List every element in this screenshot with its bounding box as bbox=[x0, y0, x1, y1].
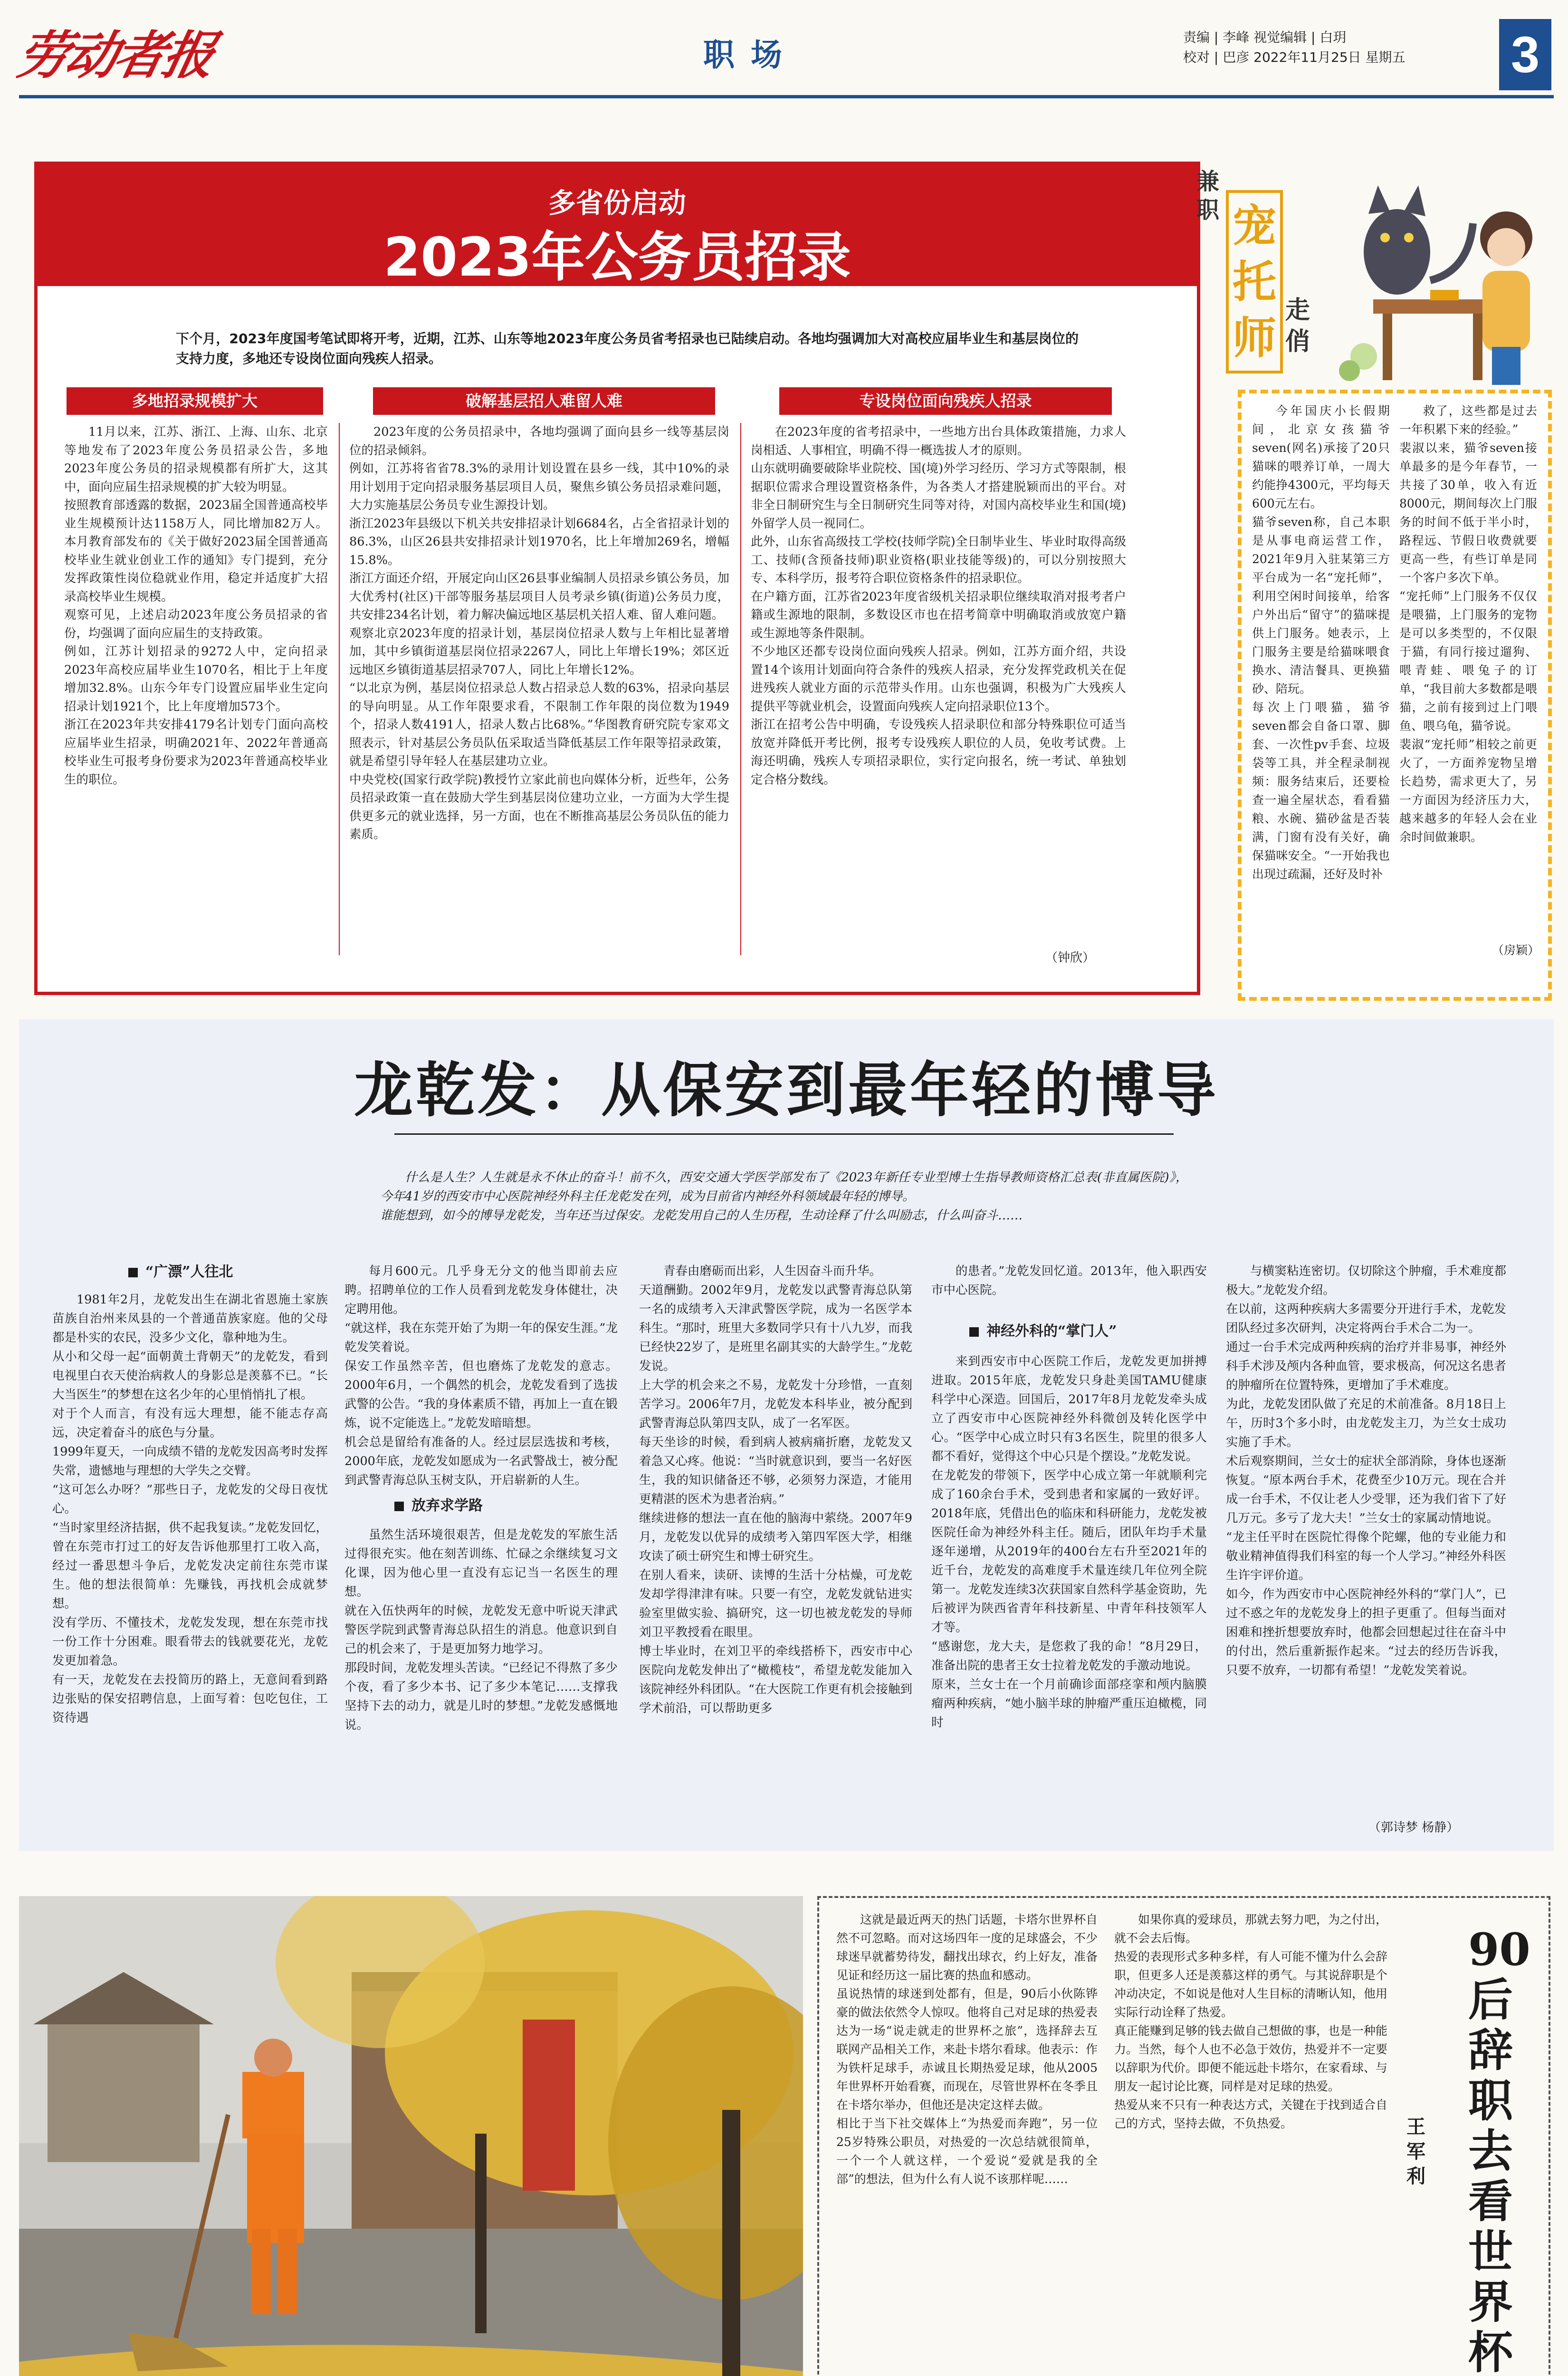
civil-service-kicker: 多省份启动 bbox=[548, 187, 686, 219]
essay-column-1: 这就是最近两天的热门话题，卡塔尔世界杯自然不可忽略。而对这场四年一度的足球盛会，不少球迷早就蓄势待发，翻找出球衣，约上好友，准备见证和经历这一届比赛的热血和感动。 虽说热情的球迷到处都有，但是，90后小伙陈铧豪的做法依然令人惊叹。他将自己对足球的热爱表达为一场“说走就走的世界杯之旅”，选择辞去互联网产品相关工作，来赴卡塔尔看球。他表示：作为铁杆足球手，赤诚且长期热爱足球，他从2005年世界杯开始看赛，而现在，尽管世界杯在冬季且在卡塔尔举办，但他还是决定这样去做。 相比于当下社交媒体上“为热爱而奔跑”，另一位25岁特殊公职员，对热爱的一次总结就很简单，一个一个人就这样，一个爱说“爱就是我的全部”的想法，但为什么有人说不该那样呢…… bbox=[836, 1913, 1098, 2186]
title-underline bbox=[394, 1133, 1174, 1135]
portrait-section-heading-text: 放弃求学路 bbox=[411, 1497, 483, 1514]
section-marker-icon bbox=[969, 1327, 979, 1337]
civil-service-lead: 下个月，2023年度国考笔试即将开考，近期，江苏、山东等地2023年度公务员省考招录也已陆续启动。各地均强调加大对高校应届毕业生和基层岗位的支持力度，多地还专设岗位面向残疾人招录。 bbox=[176, 331, 1079, 366]
portrait-section-heading bbox=[128, 1262, 233, 1283]
portrait-column-3: 青春由磨砺而出彩，人生因奋斗而升华。 天道酬勤。2002年9月，龙乾发以武警青海总队第一名的成绩考入天津武警医学院，成为一名医学本科生。“那时，班里大多数同学只有十八九岁，而我已经快22岁了，是班里名副其实的大龄学生。”龙乾发说。 上大学的机会来之不易，龙乾发十分珍惜，一直刻苦学习。2006年7月，龙乾发本科毕业，被分配到武警青海总队第四支队，成了一名军医。 每天坐诊的时候，看到病人被病痛折磨，龙乾发又着急又心疼。他说：“当时就意识到，要当一名好医生，我的知识储备还不够，必须努力深造，才能用更精湛的医术为患者治病。” 继续进修的想法一直在他的脑海中萦绕。2007年9月，龙乾发以优异的成绩考入第四军医大学，相继攻读了硕士研究生和博士研究生。 在别人看来，读研、读博的生活十分枯燥，可龙乾发却学得津津有味。只要一有空，龙乾发就钻进实验室里做实验、搞研究，这一切也被龙乾发的导师刘卫平教授看在眼里。 博士毕业时，在刘卫平的牵线搭桥下，西安市中心医院向龙乾发伸出了“橄榄枝”，希望龙乾发能加入该院神经外科团队。“在大医院工作更有机会接触到学术前沿，可以帮助更多 bbox=[639, 1264, 912, 1715]
civil-service-column-1: 11月以来，江苏、浙江、上海、山东、北京等地发布了2023年度公务员招录公告，多地2023年度公务员的招录规模都有所扩大，这其中，面向应届生招录规模的扩大较为明显。 按照教育部透露的数据，2023届全国普通高校毕业生规模预计达1158万人，同比增加82万人。本月教育部发布的《关于做好2023届全国普通高校毕业生就业创业工作的通知》专门提到，充分发挥政策性岗位稳就业作用，稳定并适度扩大招录高校毕业生规模。 观察可见，上述启动2023年度公务员招录的省份，均强调了面向应届生的支持政策。 例如，江苏计划招录的9272人中，定向招录2023年高校应届毕业生1070名，相比于上年度增加32.8%。山东今年专门设置应届毕业生定向招录计划1921个，比上年度增加573个。 浙江在2023年共安排4179名计划专门面向高校应届毕业生招录，明确2021年、2022年普通高校毕业生可报考身份要求为2023年普通高校毕业生的职位。 bbox=[64, 425, 328, 787]
portrait-column-4: 的患者。”龙乾发回忆道。2013年，他入职西安市中心医院。 bbox=[931, 1264, 1207, 1297]
pet-sitter-column-left: 今年国庆小长假期间，北京女孩猫爷seven(网名)承接了20只猫咪的喂养订单，一周大约能挣4300元，平均每天600元左右。 猫爷seven称，自己本职是从事电商运营工作，2021年9月入驻某第三方平台成为一名“宠托师”，利用空闲时间接单，给客户外出后“留守”的猫咪提供上门服务。她表示，上门服务主要是给猫咪喂食换水、清洁餐具、更换猫砂、陪玩。 每次上门喂猫，猫爷seven都会自备口罩、脚套、一次性pv手套、垃圾袋等工具，并全程录制视频：服务结束后，还要检查一遍全屋状态，看看猫粮、水碗、猫砂盆是否装满，门窗有没有关好，确保猫咪安全。“一开始我也出现过疏漏，还好及时补 bbox=[1252, 404, 1390, 881]
portrait-column-2: 每月600元。几乎身无分文的他当即前去应聘。招聘单位的工作人员看到龙乾发身体健壮，决定聘用他。 “就这样，我在东莞开始了为期一年的保安生涯。”龙乾发笑着说。 保安工作虽然辛苦，但也磨炼了龙乾发的意志。2000年6月，一个偶然的机会，龙乾发看到了选拔武警的公告。“我的身体素质不错，再加上一直在锻炼，说不定能选上。”龙乾发暗暗想。 机会总是留给有准备的人。经过层层选拔和考核，2000年底，龙乾发如愿成为一名武警战士，被分配到武警青海总队玉树支队，开启崭新的人生。 bbox=[344, 1264, 618, 1487]
civil-service-column-3: 在2023年度的省考招录中，一些地方出台具体政策措施，力求人岗相适、人事相宜，明确不得一概选拔人才的原则。 山东就明确要破除毕业院校、国(境)外学习经历、学习方式等限制，根据职位需求合理设置资格条件，为各类人才搭建脱颖而出的平台。对非全日制研究生与全日制研究生同等对待，对国内高校毕业生和国(境)外留学人员一视同仁。 此外，山东省高级技工学校(技师学院)全日制毕业生、毕业时取得高级工、技师(含预备技师)职业资格(职业技能等级)的，可以分别按照大专、本科学历，报考符合职位资格条件的招录职位。 在户籍方面，江苏省2023年度省级机关招录职位继续取消对报考者户籍或生源地的限制，多数设区市也在招考简章中明确取消或放宽户籍或生源地等条件限制。 不少地区还都专设岗位面向残疾人招录。例如，江苏方面介绍，共设置14个该用计划面向符合条件的残疾人招录，充分发挥党政机关在促进残疾人就业方面的示范带头作用。山东也强调，积极为广大残疾人提供平等就业机会，设置面向残疾人定向招录职位13个。 浙江在招考公告中明确，专设残疾人招录职位和部分特殊职位可适当放宽并降低开考比例，报考专设残疾人职位的人员，免收考试费。上海还明确，残疾人专项招录职位，实行定向报名，统一考试、单独划定合格分数线。 bbox=[751, 425, 1126, 787]
editors-line-2: 校对 | 巴彦 2022年11月25日 星期五 bbox=[1183, 49, 1405, 65]
pet-sitter-illustration bbox=[1311, 157, 1549, 390]
civil-service-section-heading: 多地招录规模扩大 bbox=[67, 387, 323, 415]
portrait-lead: 什么是人生？人生就是永不休止的奋斗！前不久，西安交通大学医学部发布了《2023年新任专业型博士生指导教师资格汇总表(非直属医院)》，今年41岁的西安市中心医院神经外科主任龙乾发在列，成为目前省内神经外科领域最年轻的博导。 谁能想到，如今的博导龙乾发，当年还当过保安。龙乾发用自己的人生历程，生动诠释了什么叫励志，什么叫奋斗…… bbox=[380, 1170, 1188, 1223]
column-divider bbox=[339, 423, 340, 955]
essay-title: 90后辞职去看世界杯 bbox=[1468, 1924, 1530, 2376]
portrait-byline: （郭诗梦 杨静） bbox=[1368, 1820, 1459, 1835]
column-kicker: 兼职 bbox=[1196, 168, 1220, 223]
essay-column-2: 如果你真的爱球员，那就去努力吧，为之付出，就不会去后悔。 热爱的表现形式多种多样，有人可能不懂为什么会辞职，但更多人还是羡慕这样的勇气。与其说辞职是个冲动决定，不如说是他对人生目标的清晰认知，他用实际行动诠释了热爱。 真正能赚到足够的钱去做自己想做的事，也是一种能力。当然，每个人也不必急于效仿，热爱并不一定要以辞职为代价。即便不能远赴卡塔尔，在家看球、与朋友一起讨论比赛，同样是对足球的热爱。 热爱从来不只有一种表达方式，关键在于找到适合自己的方式，坚持去做，不负热爱。 bbox=[1114, 1913, 1388, 2130]
portrait-column-1: 1981年2月，龙乾发出生在湖北省恩施土家族苗族自治州来凤县的一个普通苗族家庭。他的父母都是朴实的农民，没多少文化，靠种地为生。 从小和父母一起“面朝黄土背朝天”的龙乾发，看到电视里白衣天使治病救人的身影总是羡慕不已。“长大当医生”的梦想在这名少年的心里悄悄扎了根。 对于个人而言，有没有远大理想，能不能志存高远，决定着奋斗的底色与分量。 1999年夏天，一向成绩不错的龙乾发因高考时发挥失常，遗憾地与理想的大学失之交臂。 “这可怎么办呀？”那些日子，龙乾发的父母日夜忧心。 “当时家里经济拮据，供不起我复读。”龙乾发回忆，曾在东莞市打过工的好友告诉他那里打工收入高，经过一番思想斗争后，龙乾发决定前往东莞市谋生。他的想法很简单：先赚钱，再找机会成就梦想。 没有学历、不懂技术，龙乾发发现，想在东莞市找一份工作十分困难。眼看带去的钱就要花光，龙乾发更加着急。 有一天，龙乾发在去投简历的路上，无意间看到路边张贴的保安招聘信息，上面写着：包吃包住，工资待遇 bbox=[52, 1293, 328, 1725]
civil-service-title: 2023年公务员招录 bbox=[383, 227, 851, 288]
editors-line-1: 责编 | 李峰 视觉编辑 | 白玥 bbox=[1183, 29, 1347, 45]
column-title-suffix: 走俏 bbox=[1285, 296, 1310, 356]
portrait-column-2b: 虽然生活环境很艰苦，但是龙乾发的军旅生活过得很充实。他在刻苦训练、忙碌之余继续复习文化课，因为他心里一直没有忘记当一名医生的理想。 就在入伍快两年的时候，龙乾发无意中听说天津武警医学院到武警青海总队招生的消息。他意识到自己的机会来了，于是更加努力地学习。 那段时间，龙乾发埋头苦读。“已经记不得熬了多少个夜，看了多少本书、记了多少本笔记……支撑我坚持下去的动力，就是儿时的梦想。”龙乾发感慨地说。 bbox=[344, 1528, 618, 1732]
pet-sitter-byline: （房颖） bbox=[1492, 943, 1540, 957]
street-sweeper-photo bbox=[19, 1896, 803, 2376]
column-divider bbox=[740, 423, 741, 955]
essay-author: 王军利 bbox=[1406, 2116, 1425, 2187]
civil-service-section-heading: 破解基层招人难留人难 bbox=[373, 387, 715, 415]
portrait-column-5: 与横窦粘连密切。仅切除这个肿瘤，手术难度都极大。”龙乾发介绍。 在以前，这两种疾病大多需要分开进行手术，龙乾发团队经过多次研判，决定将两台手术合二为一。 通过一台手术完成两种疾病的治疗并非易事，神经外科手术涉及颅内各种血管，要求极高，何况这名患者的肿瘤所在位置特殊，更增加了手术难度。 为此，龙乾发团队做了充足的术前准备。8月18日上午，历时3个多小时，由龙乾发主刀，为兰女士成功实施了手术。 术后观察期间，兰女士的症状全部消除，身体也逐渐恢复。“原本两台手术，花费至少10万元。现在合并成一台手术，不仅让老人少受罪，还为我们省下了好几万元。多亏了龙大夫！”兰女士的家属动情地说。 “龙主任平时在医院忙得像个陀螺，他的专业能力和敬业精神值得我们科室的每一个人学习。”神经外科医生许宇评价道。 如今，作为西安市中心医院神经外科的“掌门人”，已过不惑之年的龙乾发身上的担子更重了。但每当面对困难和挫折想要放弃时，他都会回想起过往在奋斗中的付出，然后重新振作起来。“过去的经历告诉我，只要不放弃，一切都有希望！”龙乾发笑着说。 bbox=[1226, 1264, 1506, 1677]
masthead-rule bbox=[19, 95, 1554, 98]
portrait-section-heading bbox=[969, 1321, 1117, 1342]
portrait-section-heading bbox=[394, 1495, 483, 1516]
portrait-section-heading-text: “广漂”人往北 bbox=[145, 1264, 233, 1280]
column-title: 宠托师 bbox=[1226, 190, 1283, 374]
civil-service-banner bbox=[34, 162, 1200, 286]
civil-service-column-2: 2023年度的公务员招录中，各地均强调了面向县乡一线等基层岗位的招录倾斜。 例如，江苏将省省78.3%的录用计划设置在县乡一线，其中10%的录用计划用于定向招录服务基层项目人员，聚焦乡镇公务员招录难问题，大力实施基层公务员专业生源投计划。 浙江2023年县级以下机关共安排招录计划6684名，占全省招录计划的86.3%，山区26县共安排招录计划1970名，比上年增加269名，增幅15.8%。 浙江方面还介绍，开展定向山区26县事业编制人员招录乡镇公务员，加大优秀村(社区)干部等服务基层项目人员考录乡镇(街道)公务员力度，共安排234名计划，着力解决偏远地区基层机关招人难、留人难问题。 观察北京2023年度的招录计划，基层岗位招录人数与上年相比显著增加，其中乡镇街道基层岗位招录2267人，同比上年增长19%；郊区近远地区乡镇街道基层招录707人，同比上年增长12%。 “以北京为例，基层岗位招录总人数占招录总人数的63%，招录向基层的导向明显。从工作年限要求看，不限制工作年限的岗位数为1949个，招录人数4191人，招录人数占比68%。”华图教育研究院专家邓文照表示，针对基层公务员队伍采取适当降低基层工作年限等招录政策，就是希望引导年轻人在基层建功立业。 中央党校(国家行政学院)教授竹立家此前也向媒体分析，近些年，公务员招录政策一直在鼓励大学生到基层岗位建功立业，一方面为大学生提供更多元的就业选择，另一方面，也在不断推高基层公务员队伍的能力素质。 bbox=[349, 425, 729, 842]
page-number: 3 bbox=[1499, 19, 1551, 90]
newspaper-logo: 劳动者报 bbox=[11, 26, 218, 86]
civil-service-byline: （钟欣） bbox=[1045, 951, 1095, 965]
section-marker-icon bbox=[128, 1268, 138, 1277]
portrait-title: 龙乾发：从保安到最年轻的博导 bbox=[354, 1056, 1219, 1125]
section-title: 职场 bbox=[703, 36, 798, 73]
portrait-section-heading-text: 神经外科的“掌门人” bbox=[986, 1323, 1117, 1340]
pet-sitter-column-right: 救了，这些都是过去一年积累下来的经验。” 裴淑以来，猫爷seven接单最多的是今年春节，一共接了30单，收入有近8000元，期间每次上门服务的时间不低于半小时，路程远、节假日收费就要更高一些，有些订单是同一个客户多次下单。 “宠托师”上门服务不仅仅是喂猫，上门服务的宠物是可以多类型的，不仅限于猫，有同行接过遛狗、喂青蛙、喂兔子的订单，“我目前大多数都是喂猫，之前有接到过上门喂鱼、喂乌龟，猫爷说。 裴淑“宠托师”相较之前更火了，一方面养宠物呈增长趋势，需求更大了，另一方面因为经济压力大，越来越多的年轻人会在业余时间做兼职。 bbox=[1399, 404, 1537, 844]
section-marker-icon bbox=[394, 1502, 404, 1511]
civil-service-section-heading: 专设岗位面向残疾人招录 bbox=[779, 387, 1112, 415]
portrait-column-4b: 来到西安市中心医院工作后，龙乾发更加拼搏进取。2015年底，龙乾发只身赴美国TAMU健康科学中心深造。回国后，2017年8月龙乾发牵头成立了西安市中心医院神经外科微创及转化医学中心。“医学中心成立时只有3名医生，院里的很多人都不看好，觉得这个中心只是个摆设。”龙乾发说。 在龙乾发的带领下，医学中心成立第一年就顺利完成了160余台手术，受到患者和家属的一致好评。2018年底，凭借出色的临床和科研能力，龙乾发被医院任命为神经外科主任。随后，团队年均手术量逐年递增，从2019年的400台左右升至2021年的近千台，龙乾发的高难度手术量连续几年位列全院第一。龙乾发连续3次获国家自然科学基金资助，先后被评为陕西省青年科技新星、中青年科技领军人才等。 “感谢您，龙大夫，是您救了我的命！”8月29日，准备出院的患者王女士拉着龙乾发的手激动地说。 原来，兰女士在一个月前确诊面部痉挛和颅内脑膜瘤两种疾病，“她小脑半球的肿瘤严重压迫橄榄，同时 bbox=[931, 1354, 1207, 1730]
editors-info bbox=[1183, 28, 1405, 67]
